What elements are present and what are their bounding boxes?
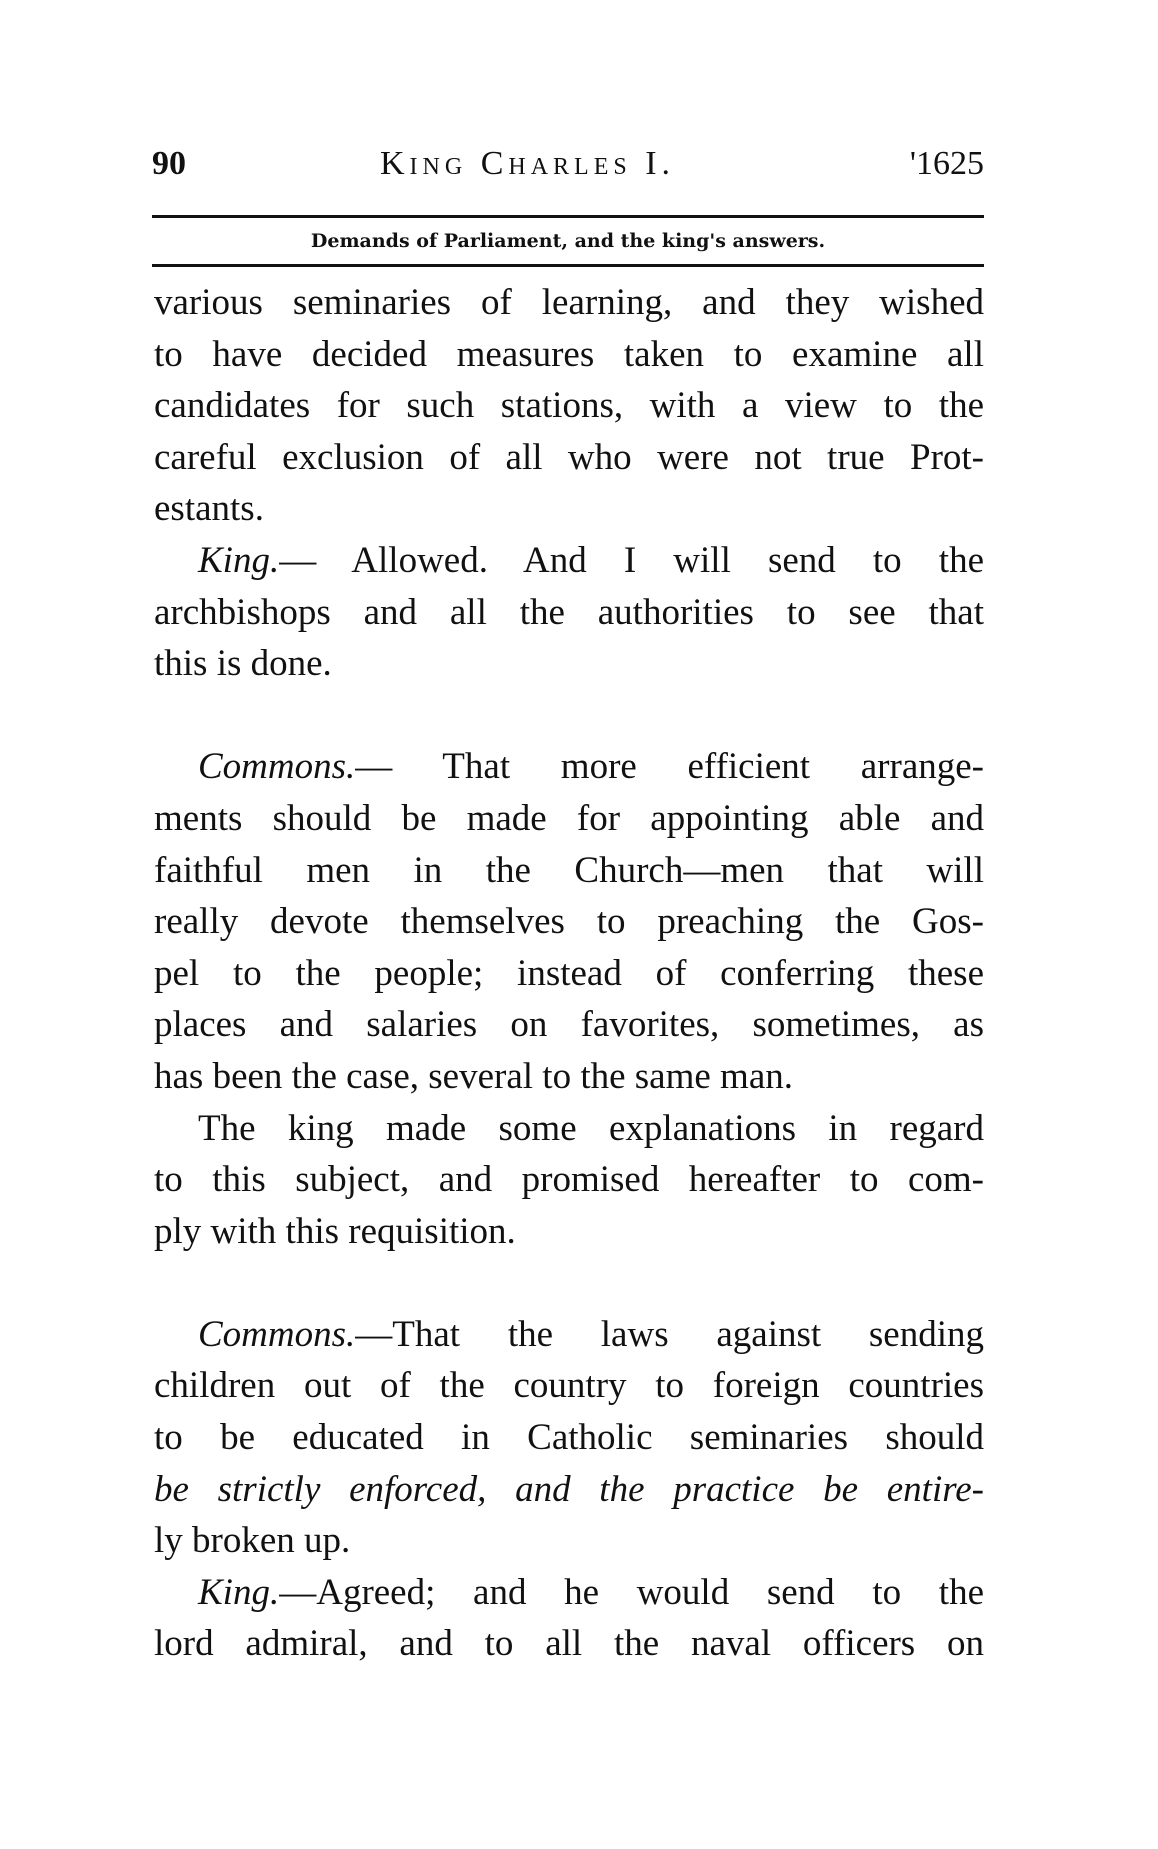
- text-line: [154, 948, 984, 1000]
- text-line: [154, 1567, 984, 1619]
- text-line: [154, 896, 984, 948]
- running-header: [152, 145, 984, 193]
- text-line: [154, 535, 984, 587]
- line-text: be strictly enforced, and the practice be entire-: [154, 1468, 984, 1510]
- text-line: [154, 638, 984, 690]
- text-line: [154, 1103, 984, 1155]
- text-line: [154, 1051, 984, 1103]
- line-text: really devote themselves to preaching the Gos-: [154, 901, 984, 943]
- text-line: [154, 1360, 984, 1412]
- line-text: pel to the people; instead of conferring these: [154, 952, 984, 994]
- text-line: [154, 690, 984, 742]
- line-text: estants.: [154, 488, 264, 530]
- line-text: places and salaries on favorites, sometimes, as: [154, 1004, 984, 1046]
- speaker-label: King.: [198, 1571, 280, 1613]
- text-line: [154, 999, 984, 1051]
- text-line: [154, 1154, 984, 1206]
- line-text: The king made some explanations in regard: [198, 1107, 984, 1149]
- section-subtitle: Demands of Parliament, and the king's answers.: [310, 230, 826, 252]
- text-line: [154, 1412, 984, 1464]
- text-line: [154, 1515, 984, 1567]
- line-text: faithful men in the Church—men that will: [154, 849, 984, 891]
- text-line: [154, 1206, 984, 1258]
- line-text: — Allowed. And I will send to the: [279, 539, 984, 581]
- line-text: archbishops and all the authorities to see that: [154, 591, 984, 633]
- text-line: [154, 277, 984, 329]
- line-text: children out of the country to foreign countries: [154, 1365, 984, 1407]
- header-rule-bottom: [152, 264, 984, 267]
- text-line: [154, 329, 984, 381]
- header-rule-top: [152, 215, 984, 218]
- text-line: [154, 483, 984, 535]
- line-text: ments should be made for appointing able and: [154, 797, 984, 839]
- line-text: to have decided measures taken to examine all: [154, 333, 984, 375]
- speaker-label: Commons.: [198, 746, 356, 788]
- line-text: candidates for such stations, with a view to the: [154, 385, 984, 427]
- body-text: [154, 277, 984, 1670]
- text-line: [154, 380, 984, 432]
- line-text: to be educated in Catholic seminaries should: [154, 1417, 984, 1459]
- line-text: —That the laws against sending: [355, 1313, 984, 1355]
- text-line: [154, 1309, 984, 1361]
- line-text: lord admiral, and to all the naval officers on: [154, 1623, 984, 1665]
- text-line: [154, 793, 984, 845]
- text-line: [154, 1257, 984, 1309]
- speaker-label: Commons.: [198, 1313, 356, 1355]
- line-text: careful exclusion of all who were not true Prot-: [154, 436, 984, 478]
- text-line: [154, 1464, 984, 1516]
- text-line: [154, 845, 984, 897]
- page-number: 90: [152, 145, 186, 182]
- text-line: [154, 587, 984, 639]
- line-text: — That more efficient arrange-: [355, 746, 984, 788]
- line-text: has been the case, several to the same man.: [154, 1055, 794, 1097]
- text-line: [154, 432, 984, 484]
- running-title: King Charles I.: [380, 145, 676, 182]
- speaker-label: King.: [198, 539, 280, 581]
- line-text: —Agreed; and he would send to the: [279, 1571, 984, 1613]
- line-text: various seminaries of learning, and they wished: [154, 282, 984, 323]
- line-text: to this subject, and promised hereafter to com-: [154, 1159, 984, 1201]
- year: '1625: [909, 145, 984, 182]
- line-text: this is done.: [154, 643, 332, 685]
- text-line: [154, 1618, 984, 1670]
- text-line: [154, 741, 984, 793]
- line-text: ply with this requisition.: [154, 1210, 516, 1252]
- line-text: ly broken up.: [154, 1520, 351, 1562]
